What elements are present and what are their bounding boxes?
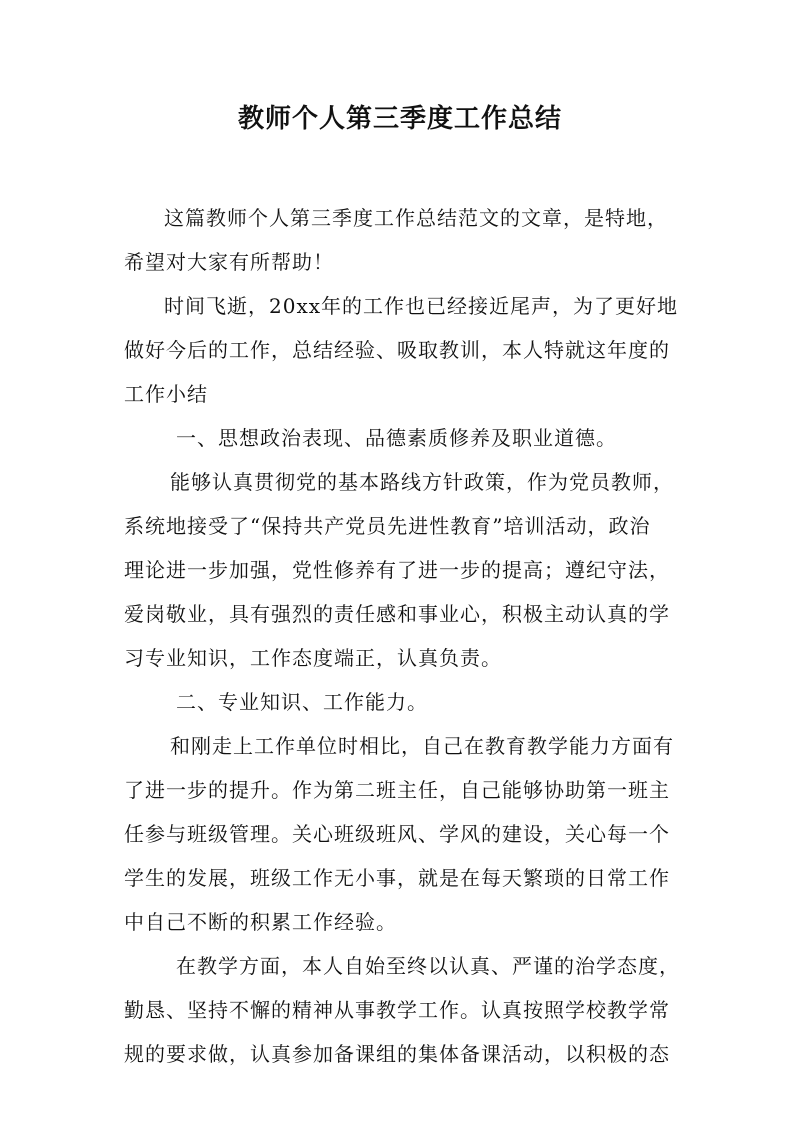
paragraph-line: 和刚走上工作单位时相比，自己在教育教学能力方面有 [170,734,674,758]
document-body [124,196,684,1076]
paragraph-line: 学生的发展，班级工作无小事，就是在每天繁琐的日常工作 [124,866,670,890]
paragraph-line: 系统地接受了“保持共产党员先进性教育”培训活动，政治 [124,514,651,538]
paragraph-line: 能够认真贯彻党的基本路线方针政策，作为党员教师， [170,470,674,494]
paragraph-line: 希望对大家有所帮助！ [124,250,334,274]
paragraph-line: 了进一步的提升。作为第二班主任，自己能够协助第一班主 [124,778,670,802]
paragraph-line: 勤恳、坚持不懈的精神从事教学工作。认真按照学校教学常 [124,998,670,1022]
paragraph-line: 规的要求做，认真参加备课组的集体备课活动，以积极的态 [124,1042,670,1066]
paragraph-line: 爱岗敬业，具有强烈的责任感和事业心，积极主动认真的学 [124,602,670,626]
section-heading: 一、思想政治表现、品德素质修养及职业道德。 [176,426,617,450]
document-title: 教师个人第三季度工作总结 [237,104,562,134]
paragraph-line: 在教学方面，本人自始至终以认真、严谨的治学态度， [176,954,680,978]
section-heading: 二、专业知识、工作能力。 [176,690,428,714]
paragraph-line: 时间飞逝，20xx年的工作也已经接近尾声，为了更好地 [164,294,679,318]
paragraph-line: 习专业知识，工作态度端正，认真负责。 [124,646,502,670]
paragraph-line: 工作小结 [124,382,208,406]
paragraph-line: 这篇教师个人第三季度工作总结范文的文章，是特地， [164,206,668,230]
paragraph-line: 理论进一步加强，党性修养有了进一步的提高；遵纪守法， [124,558,670,582]
paragraph-line: 任参与班级管理。关心班级班风、学风的建设，关心每一个 [124,822,670,846]
paragraph-line: 做好今后的工作，总结经验、吸取教训，本人特就这年度的 [124,338,670,362]
paragraph-line: 中自己不断的积累工作经验。 [124,910,397,934]
